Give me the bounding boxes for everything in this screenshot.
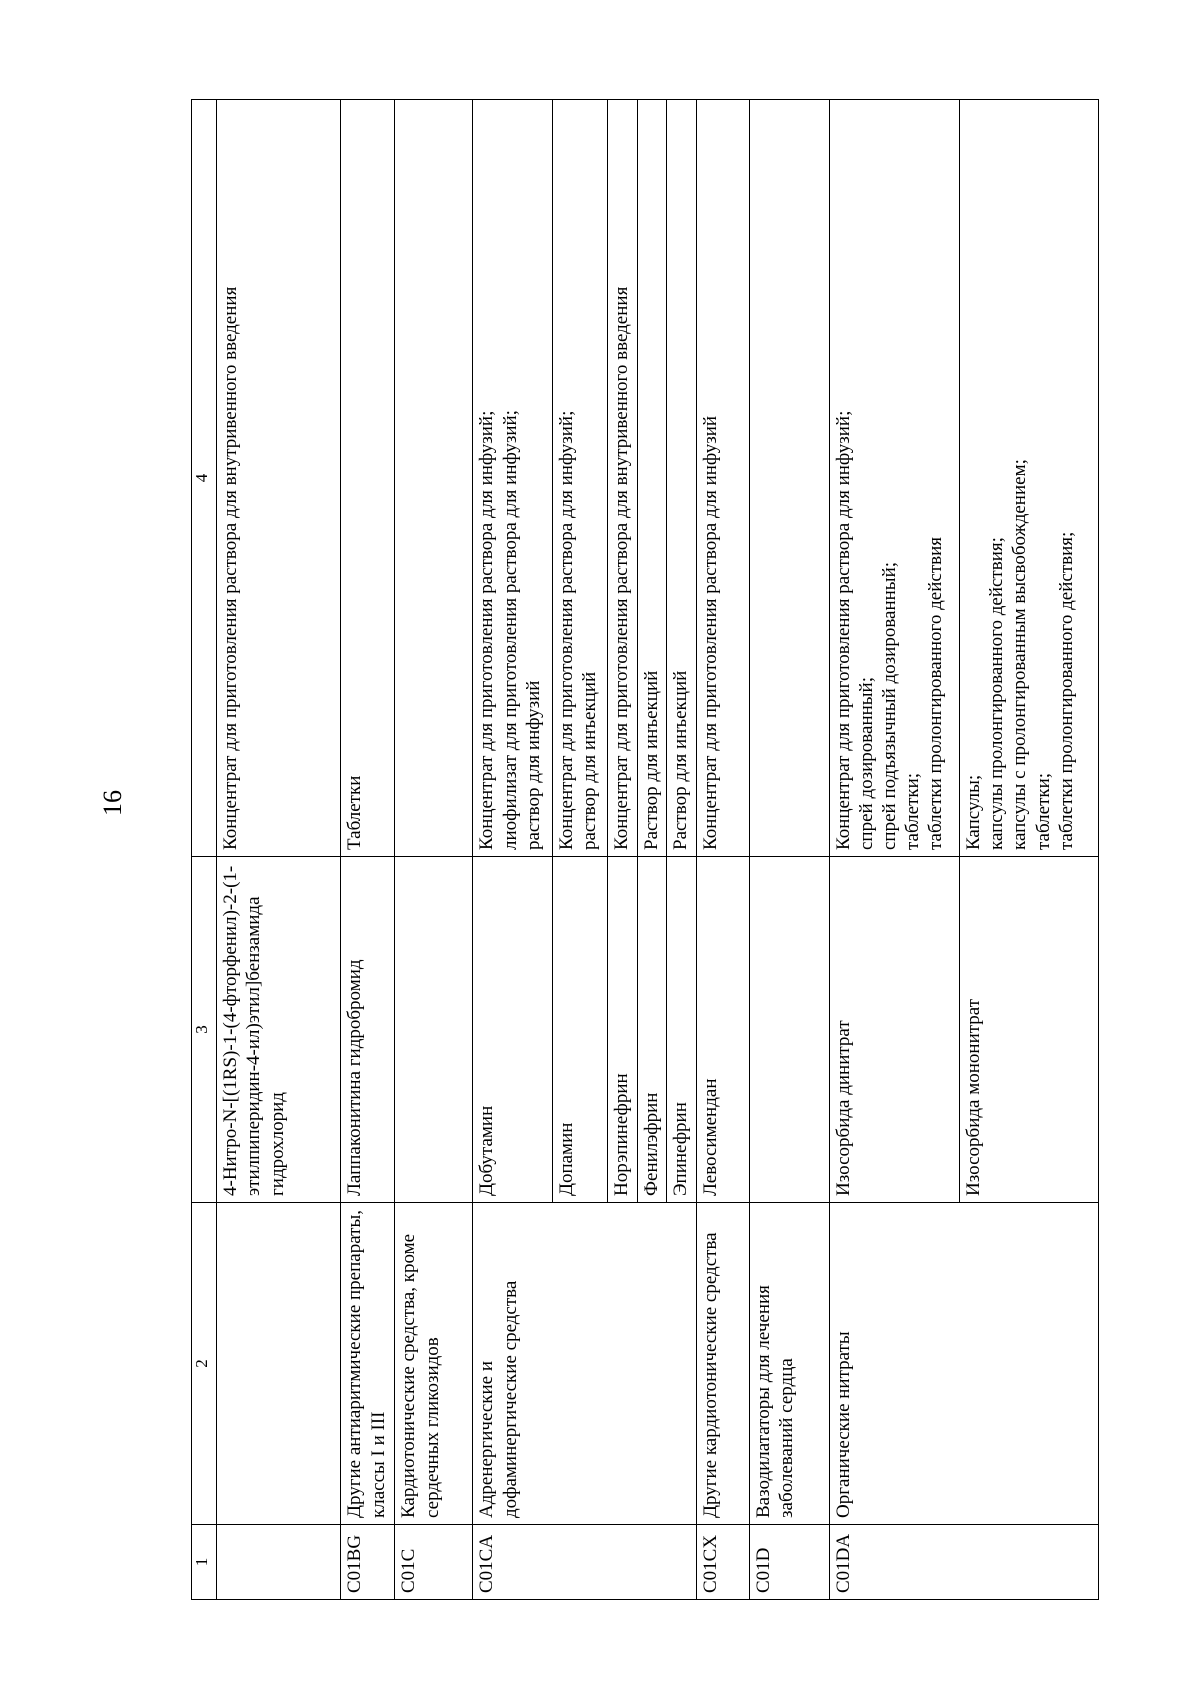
dosage-form-cell: Концентрат для приготовления раствора для внутривенного введения (608, 100, 638, 857)
table-row (217, 100, 341, 1600)
dosage-form-cell (749, 100, 829, 857)
drug-table (191, 99, 1099, 1600)
dosage-form-cell (395, 100, 473, 857)
substance-cell: Допамин (553, 857, 608, 1203)
substance-cell: Изосорбида динитрат (829, 857, 959, 1203)
page-number: 16 (98, 790, 127, 816)
dosage-form-cell: Таблетки (341, 100, 395, 857)
substance-cell (749, 857, 829, 1203)
substance-cell: Фенилэфрин (637, 857, 667, 1203)
table-row (749, 100, 829, 1600)
header-row (192, 100, 217, 1600)
substance-cell (395, 857, 473, 1203)
atc-code-cell: C01CA (473, 1525, 697, 1600)
substance-cell: Норэпинефрин (608, 857, 638, 1203)
dosage-form-cell: Концентрат для приготовления раствора для инфузий; раствор для инъекций (553, 100, 608, 857)
table-row (473, 100, 553, 1600)
substance-cell: Добутамин (473, 857, 553, 1203)
substance-cell: Лаппаконитина гидробромид (341, 857, 395, 1203)
header-col-4: 4 (192, 100, 217, 857)
group-name-cell: Вазодилататоры для лечения заболеваний сердца (749, 1203, 829, 1525)
group-name-cell: Кардиотонические средства, кроме сердечных гликозидов (395, 1203, 473, 1525)
dosage-form-cell: Концентрат для приготовления раствора для внутривенного введения (217, 100, 341, 857)
header-col-1: 1 (192, 1525, 217, 1600)
atc-code-cell: C01C (395, 1525, 473, 1600)
atc-code-cell: C01BG (341, 1525, 395, 1600)
drug-table-rotated (191, 100, 1099, 1600)
atc-code-cell: C01DA (829, 1525, 1098, 1600)
atc-code-cell (217, 1525, 341, 1600)
table-row (696, 100, 749, 1600)
dosage-form-cell: Капсулы; капсулы пролонгированного действия; капсулы с пролонгированным высвобождением; таблетки; таблетки пролонгированного действия; (960, 100, 1099, 857)
dosage-form-cell: Концентрат для приготовления раствора для инфузий; спрей дозированный; спрей подъязычный дозированный; таблетки; таблетки пролонгированного действия (829, 100, 959, 857)
group-name-cell: Другие кардиотонические средства (696, 1203, 749, 1525)
group-name-cell (217, 1203, 341, 1525)
dosage-form-cell: Концентрат для приготовления раствора для инфузий; лиофилизат для приготовления раствора для инфузий; раствор для инфузий (473, 100, 553, 857)
substance-cell: Эпинефрин (667, 857, 697, 1203)
group-name-cell: Органические нитраты (829, 1203, 1098, 1525)
atc-code-cell: C01D (749, 1525, 829, 1600)
group-name-cell: Другие антиаритмические препараты, классы I и III (341, 1203, 395, 1525)
header-col-3: 3 (192, 857, 217, 1203)
substance-cell: 4-Нитро-N-[(1RS)-1-(4-фторфенил)-2-(1-этилпиперидин-4-ил)этил]бензамида гидрохлорид (217, 857, 341, 1203)
table-row (341, 100, 395, 1600)
group-name-cell: Адренергические и дофаминергические средства (473, 1203, 697, 1525)
atc-code-cell: C01CX (696, 1525, 749, 1600)
table-row (395, 100, 473, 1600)
header-col-2: 2 (192, 1203, 217, 1525)
dosage-form-cell: Раствор для инъекций (667, 100, 697, 857)
table-row (829, 100, 959, 1600)
dosage-form-cell: Раствор для инъекций (637, 100, 667, 857)
substance-cell: Левосимендан (696, 857, 749, 1203)
dosage-form-cell: Концентрат для приготовления раствора для инфузий (696, 100, 749, 857)
substance-cell: Изосорбида мононитрат (960, 857, 1099, 1203)
